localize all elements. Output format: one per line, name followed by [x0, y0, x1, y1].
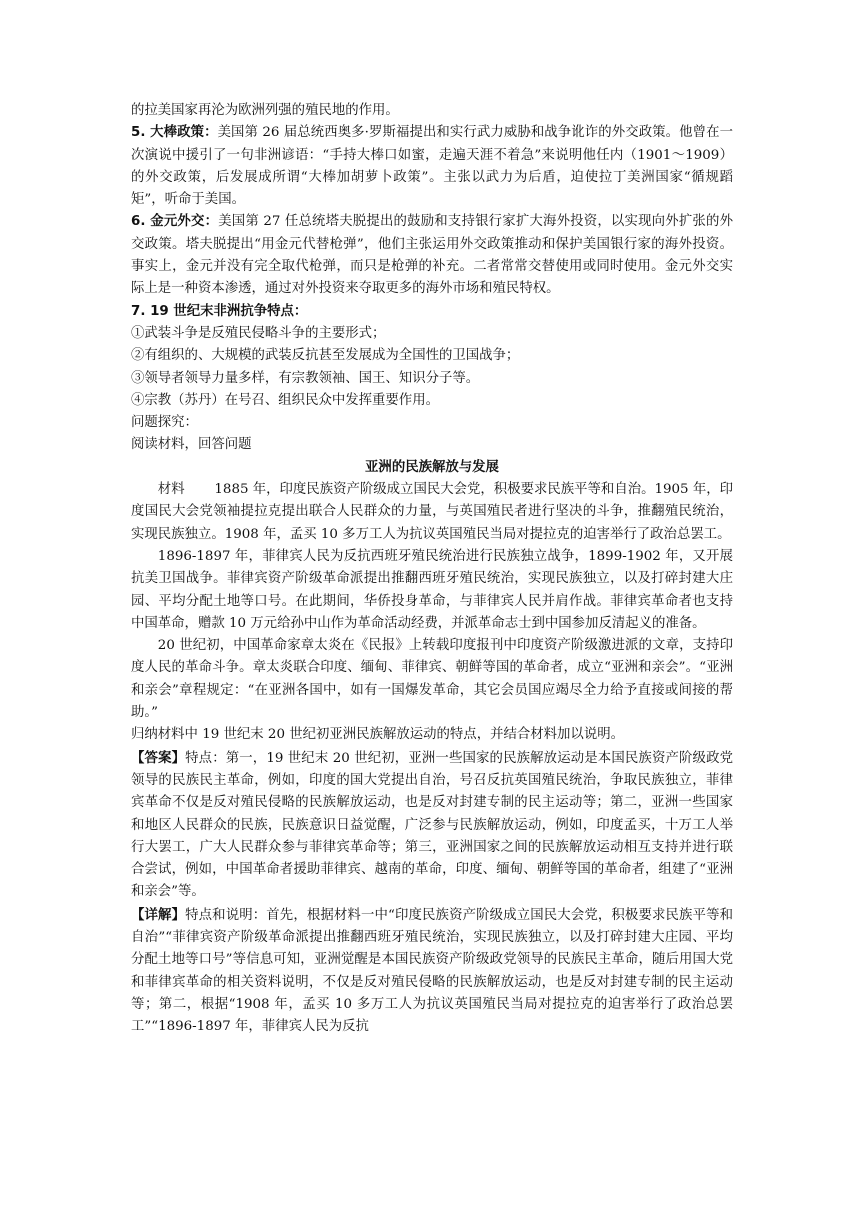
material-p1-text: 1885 年，印度民族资产阶级成立国民大会党，积极要求民族平等和自治。1905 年，印度国民大会党领袖提拉克提出联合人民群众的力量，与英国殖民者进行坚决的斗争，推翻殖民统治，实现民族独立。1908 年，孟买 10 多万工人为抗议英国殖民当局对提拉克的迫害举行了政治总罢工。	[131, 482, 734, 542]
instruction: 阅读材料，回答问题	[131, 437, 252, 453]
material-title: 亚洲的民族解放与发展	[365, 459, 499, 475]
question: 归纳材料中 19 世纪末 20 世纪初亚洲民族解放运动的特点，并结合材料加以说明。	[131, 727, 624, 743]
material-paragraph-1	[131, 479, 733, 546]
item-7-point-3: ③领导者领导力量多样，有宗教领袖、国王、知识分子等。	[131, 370, 480, 386]
material-paragraph-2: 1896-1897 年，菲律宾人民为反抗西班牙殖民统治进行民族独立战争，1899-1902 年，又开展抗美卫国战争。菲律宾资产阶级革命派提出推翻西班牙殖民统治，实现民族独立，以及打碎封建大庄园、平均分配土地等口号。在此期间，华侨投身革命，与菲律宾人民并肩作战。菲律宾革命者也支持中国革命，赠款 10 万元给孙中山作为革命活动经费，并派革命志士到中国参加反清起义的准备。	[131, 548, 733, 631]
answer	[131, 747, 733, 904]
item-6	[131, 211, 733, 300]
item-7-point-4: ④宗教（苏丹）在号召、组织民众中发挥重要作用。	[131, 392, 439, 408]
detail-text: 特点和说明：首先，根据材料一中“印度民族资产阶级成立国民大会党，积极要求民族平等和自治”“菲律宾资产阶级革命派提出推翻西班牙殖民统治，实现民族独立，以及打碎封建大庄园、平均分配土地等口号”等信息可知，亚洲觉醒是本国民族资产阶级政党领导的民族民主革命，随后用国大党和菲律宾革命的相关资料说明，不仅是反对殖民侵略的民族解放运动，也是反对封建专制的民主运动等；第二，根据“1908 年，孟买 10 多万工人为抗议英国殖民当局对提拉克的迫害举行了政治总罢工”“1896-1897 年，菲律宾人民为反抗	[131, 907, 734, 1035]
item-5-heading: 5. 大棒政策：	[131, 125, 218, 141]
intro-tail: 的拉美国家再沦为欧洲列强的殖民地的作用。	[131, 103, 399, 118]
item-7-point-1: ①武装斗争是反殖民侵略斗争的主要形式；	[131, 325, 386, 341]
answer-text: 特点：第一，19 世纪末 20 世纪初，亚洲一些国家的民族解放运动是本国民族资产阶级政党领导的民族民主革命，例如，印度的国大党提出自治，号召反抗英国殖民统治，争取民族独立，菲律宾革命不仅是反对殖民侵略的民族解放运动，也是反对封建专制的民主运动等；第二，亚洲一些国家和地区人民群众的民族，民族意识日益觉醒，广泛参与民族解放运动，例如，印度孟买，十万工人举行大罢工，广大人民群众参与菲律宾革命等；第三，亚洲国家之间的民族解放运动相互支持并进行联合尝试，例如，中国革命者援助菲律宾、越南的革命，印度、缅甸、朝鲜等国的革命者，组建了“亚洲和亲会”等。	[131, 750, 733, 900]
document-page	[131, 100, 733, 1038]
item-5-text: 美国第 26 届总统西奥多·罗斯福提出和实行武力威胁和战争讹诈的外交政策。他曾在一次演说中援引了一句非洲谚语：“手持大棒口如蜜，走遍天涯不着急”来说明他任内（1901～1909）的外交政策，后发展成所谓“大棒加胡萝卜政策”。主张以武力为后盾，迫使拉丁美洲国家“循规蹈矩”，听命于美国。	[131, 125, 733, 208]
item-6-heading: 6. 金元外交：	[131, 214, 219, 230]
answer-label: 【答案】	[131, 749, 186, 766]
detail-label: 【详解】	[131, 906, 186, 923]
item-6-text: 美国第 27 任总统塔夫脱提出的鼓励和支持银行家扩大海外投资，以实现向外扩张的外交政策。塔夫脱提出“用金元代替枪弹”，他们主张运用外交政策推动和保护美国银行家的海外投资。事实上，金元并没有完全取代枪弹，而只是枪弹的补充。二者常常交替使用或同时使用。金元外交实际上是一种资本渗透，通过对外投资来夺取更多的海外市场和殖民特权。	[131, 214, 733, 297]
item-7-point-2: ②有组织的、大规模的武装反抗甚至发展成为全国性的卫国战争；	[131, 348, 520, 364]
item-7-heading: 7. 19 世纪末非洲抗争特点：	[131, 303, 308, 319]
detail	[131, 904, 733, 1039]
item-5	[131, 122, 733, 211]
material-paragraph-3: 20 世纪初，中国革命家章太炎在《民报》上转载印度报刊中印度资产阶级激进派的文章，支持印度人民的革命斗争。章太炎联合印度、缅甸、菲律宾、朝鲜等国的革命者，成立“亚洲和亲会”。“亚洲和亲会”章程规定：“在亚洲各国中，如有一国爆发革命，其它会员国应竭尽全力给予直接或间接的帮助。”	[131, 638, 733, 721]
explore-label: 问题探究：	[131, 415, 198, 431]
material-label: 材料	[157, 482, 185, 498]
